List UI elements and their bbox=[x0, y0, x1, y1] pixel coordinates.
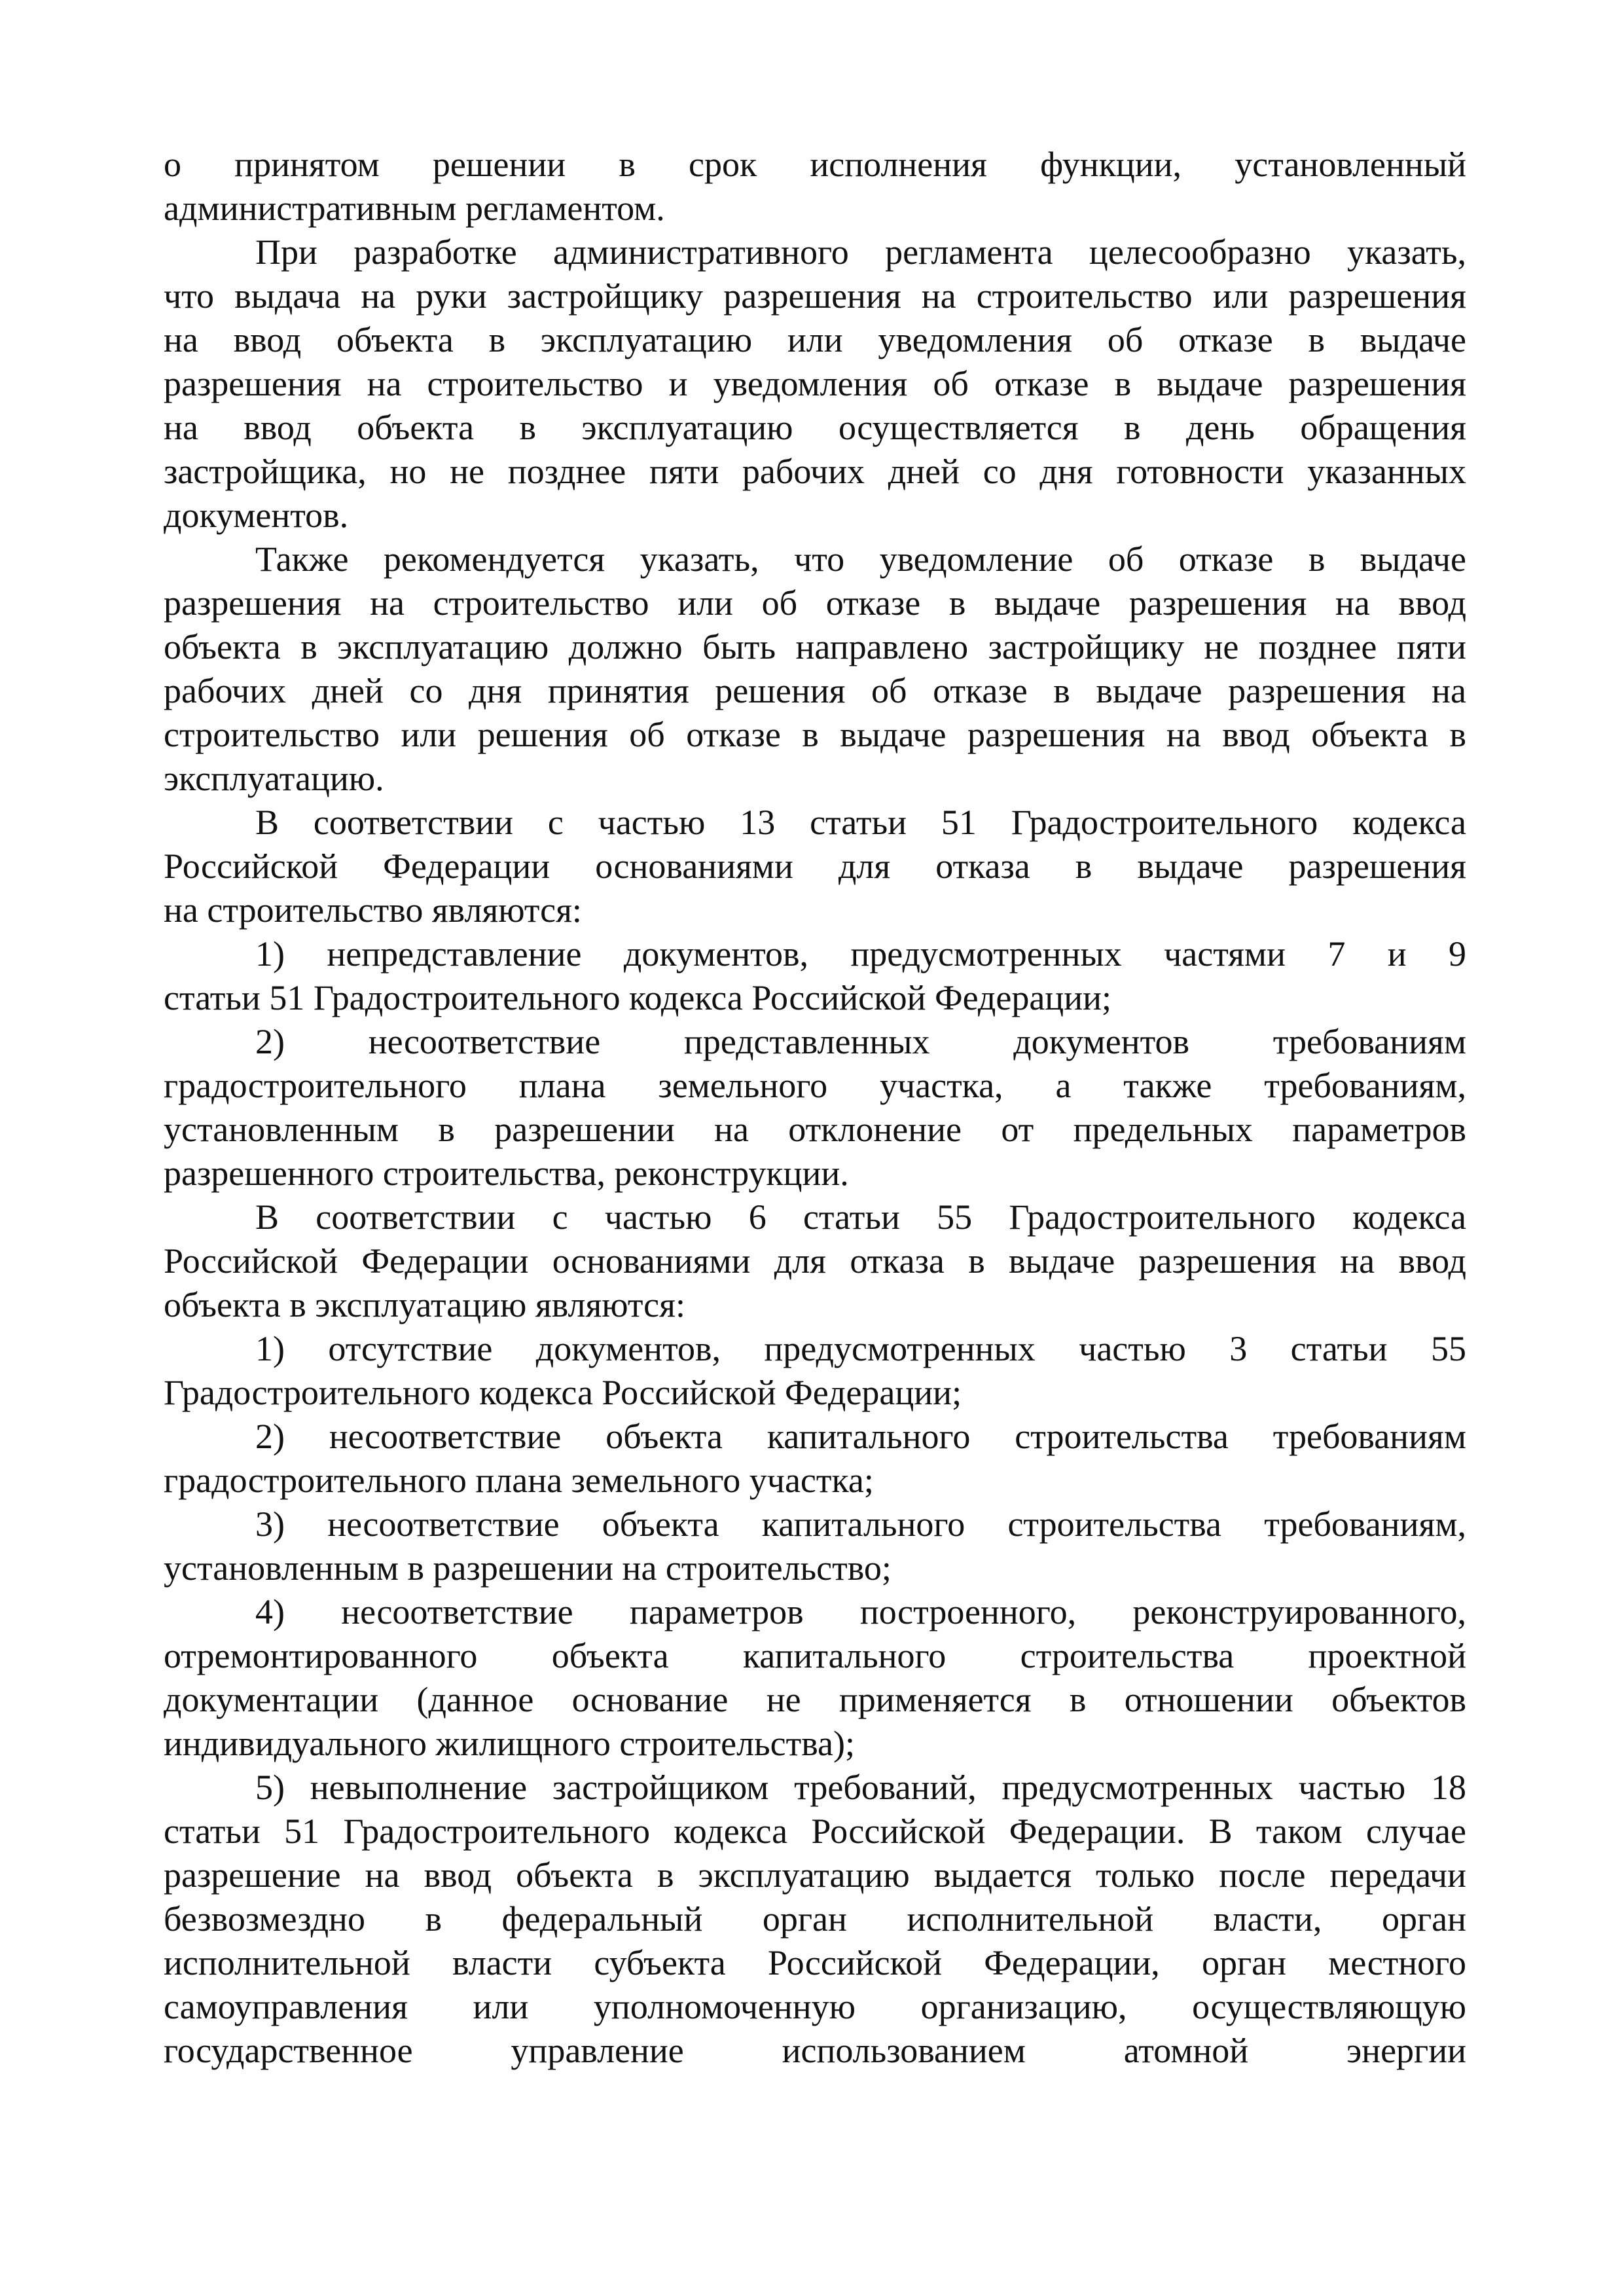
text-line: 5) невыполнение застройщиком требований, предусмотренных частью 18 bbox=[255, 1768, 1466, 1807]
text-line: 4) несоответствие параметров построенного, реконструированного, bbox=[255, 1592, 1466, 1631]
text-line: разрешения на строительство и уведомления об отказе в выдаче разрешения bbox=[164, 364, 1466, 403]
text-line: статьи 51 Градостроительного кодекса Российской Федерации; bbox=[164, 978, 1112, 1017]
paragraph bbox=[164, 143, 1466, 230]
text-line: 1) отсутствие документов, предусмотренных частью 3 статьи 55 bbox=[255, 1329, 1466, 1368]
text-line: документации (данное основание не применяется в отношении объектов bbox=[164, 1680, 1466, 1719]
text-line: безвозмездно в федеральный орган исполнительной власти, орган bbox=[164, 1899, 1466, 1939]
text-line: самоуправления или уполномоченную организацию, осуществляющую bbox=[164, 1987, 1466, 2026]
text-line: Российской Федерации основаниями для отказа в выдаче разрешения bbox=[164, 847, 1466, 886]
text-line: 1) непредставление документов, предусмотренных частями 7 и 9 bbox=[255, 934, 1466, 974]
text-line: на ввод объекта в эксплуатацию осуществляется в день обращения bbox=[164, 408, 1466, 447]
text-line: индивидуального жилищного строительства); bbox=[164, 1724, 855, 1763]
text-line: исполнительной власти субъекта Российской Федерации, орган местного bbox=[164, 1943, 1466, 1982]
text-line: объекта в эксплуатацию должно быть направлено застройщику не позднее пяти bbox=[164, 627, 1466, 666]
paragraph bbox=[164, 1415, 1466, 1503]
paragraph bbox=[164, 801, 1466, 932]
text-line: Градостроительного кодекса Российской Федерации; bbox=[164, 1373, 962, 1412]
text-line: При разработке административного регламента целесообразно указать, bbox=[255, 232, 1466, 272]
text-line: 2) несоответствие представленных документов требованиям bbox=[255, 1022, 1466, 1061]
document-body bbox=[164, 143, 1466, 2073]
text-line: В соответствии с частью 6 статьи 55 Градостроительного кодекса bbox=[255, 1197, 1466, 1237]
text-line: на ввод объекта в эксплуатацию или уведомления об отказе в выдаче bbox=[164, 320, 1466, 359]
text-line: эксплуатацию. bbox=[164, 759, 384, 798]
paragraph bbox=[164, 932, 1466, 1020]
text-line: отремонтированного объекта капитального строительства проектной bbox=[164, 1636, 1466, 1675]
text-line: установленным в разрешении на отклонение от предельных параметров bbox=[164, 1110, 1466, 1149]
text-line: В соответствии с частью 13 статьи 51 Градостроительного кодекса bbox=[255, 803, 1466, 842]
text-line: градостроительного плана земельного участка; bbox=[164, 1461, 874, 1500]
text-line: Российской Федерации основаниями для отказа в выдаче разрешения на ввод bbox=[164, 1241, 1466, 1281]
text-line: застройщика, но не позднее пяти рабочих дней со дня готовности указанных bbox=[164, 452, 1466, 491]
text-line: Также рекомендуется указать, что уведомление об отказе в выдаче bbox=[255, 539, 1466, 579]
text-line: статьи 51 Градостроительного кодекса Российской Федерации. В таком случае bbox=[164, 1812, 1466, 1851]
text-line: о принятом решении в срок исполнения функции, установленный bbox=[164, 145, 1466, 184]
text-line: 3) несоответствие объекта капитального строительства требованиям, bbox=[255, 1504, 1466, 1544]
paragraph bbox=[164, 230, 1466, 538]
paragraph bbox=[164, 538, 1466, 801]
paragraph bbox=[164, 1503, 1466, 1590]
text-line: административным регламентом. bbox=[164, 189, 665, 228]
text-line: разрешения на строительство или об отказе в выдаче разрешения на ввод bbox=[164, 583, 1466, 623]
text-line: строительство или решения об отказе в выдаче разрешения на ввод объекта в bbox=[164, 715, 1466, 754]
text-line: что выдача на руки застройщику разрешения на строительство или разрешения bbox=[164, 276, 1466, 316]
text-line: на строительство являются: bbox=[164, 890, 582, 930]
paragraph bbox=[164, 1327, 1466, 1415]
text-line: объекта в эксплуатацию являются: bbox=[164, 1285, 685, 1324]
paragraph bbox=[164, 1766, 1466, 2073]
text-line: государственное управление использованием атомной энергии bbox=[164, 2031, 1466, 2070]
paragraph bbox=[164, 1590, 1466, 1766]
text-line: рабочих дней со дня принятия решения об отказе в выдаче разрешения на bbox=[164, 671, 1466, 710]
text-line: градостроительного плана земельного участка, а также требованиям, bbox=[164, 1066, 1466, 1105]
text-line: 2) несоответствие объекта капитального строительства требованиям bbox=[255, 1417, 1466, 1456]
text-line: разрешенного строительства, реконструкции. bbox=[164, 1154, 849, 1193]
text-line: установленным в разрешении на строительство; bbox=[164, 1548, 892, 1588]
paragraph bbox=[164, 1020, 1466, 1195]
paragraph bbox=[164, 1195, 1466, 1327]
text-line: разрешение на ввод объекта в эксплуатацию выдается только после передачи bbox=[164, 1855, 1466, 1895]
text-line: документов. bbox=[164, 496, 349, 535]
